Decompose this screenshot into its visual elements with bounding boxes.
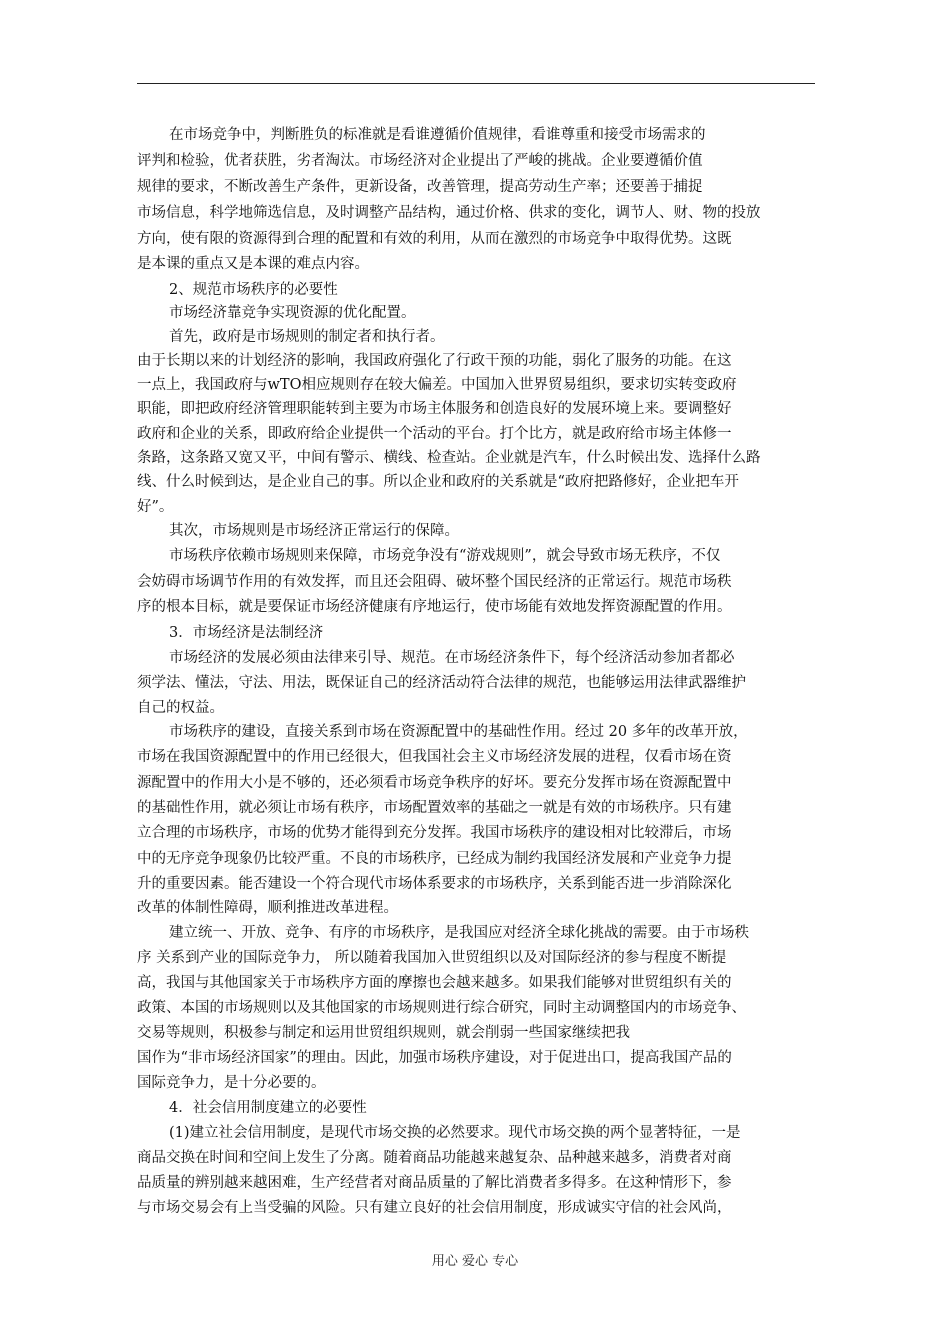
text-line: 与市场交易会有上当受骗的风险。只有建立良好的社会信用制度，形成诚实守信的社会风尚， — [137, 1200, 732, 1216]
text-line: 评判和检验，优者获胜，劣者淘汰。市场经济对企业提出了严峻的挑战。企业要遵循价值 — [137, 153, 703, 169]
text-line: 是本课的重点又是本课的难点内容。 — [137, 256, 369, 272]
text-line: 一点上，我国政府与wTO相应规则存在较大偏差。中国加入世界贸易组织，要求切实转变政府 — [137, 377, 737, 393]
text-line: 改革的体制性障碍，顺利推进改革进程。 — [137, 900, 398, 916]
text-line: 规律的要求，不断改善生产条件，更新设备，改善管理，提高劳动生产率；还要善于捕捉 — [137, 179, 703, 195]
text-line: 好”。 — [137, 499, 174, 515]
text-line: 序 关系到产业的国际竞争力， 所以随着我国加入世贸组织以及对国际经济的参与程度不断提 — [137, 950, 727, 966]
text-line: 国作为“非市场经济国家”的理由。因此，加强市场秩序建设，对于促进出口，提高我国产品的 — [137, 1050, 732, 1066]
text-line: 国际竞争力，是十分必要的。 — [137, 1075, 326, 1091]
text-line: 会妨碍市场调节作用的有效发挥，而且还会阻碍、破坏整个国民经济的正常运行。规范市场秩 — [137, 574, 732, 590]
text-line: 线、什么时候到达，是企业自己的事。所以企业和政府的关系就是“政府把路修好，企业把车开 — [137, 474, 739, 490]
text-line: 其次，市场规则是市场经济正常运行的保障。 — [169, 523, 459, 539]
section-heading: 4．社会信用制度建立的必要性 — [169, 1100, 367, 1116]
text-line: 市场经济的发展必须由法律来引导、规范。在市场经济条件下，每个经济活动参加者都必 — [169, 650, 735, 666]
section-heading: 2、规范市场秩序的必要性 — [169, 282, 338, 298]
text-line: 自己的权益。 — [137, 700, 224, 716]
text-line: 商品交换在时间和空间上发生了分离。随着商品功能越来越复杂、品种越来越多，消费者对商 — [137, 1150, 732, 1166]
text-line: 品质量的辨别越来越困难，生产经营者对商品质量的了解比消费者多得多。在这种情形下，参 — [137, 1175, 732, 1191]
text-line: 立合理的市场秩序，市场的优势才能得到充分发挥。我国市场秩序的建设相对比较滞后，市场 — [137, 825, 732, 841]
text-line: 首先，政府是市场规则的制定者和执行者。 — [169, 329, 445, 345]
text-line: 建立统一、开放、竞争、有序的市场秩序，是我国应对经济全球化挑战的需要。由于市场秩 — [169, 925, 749, 941]
text-line: 在市场竞争中，判断胜负的标准就是看谁遵循价值规律，看谁尊重和接受市场需求的 — [169, 127, 706, 143]
text-line: 高，我国与其他国家关于市场秩序方面的摩擦也会越来越多。如果我们能够对世贸组织有关的 — [137, 975, 732, 991]
page-footer: 用心 爱心 专心 — [431, 1254, 519, 1269]
text-line: 条路，这条路又宽又平，中间有警示、横线、检查站。企业就是汽车，什么时候出发、选择什么路 — [137, 450, 761, 466]
text-line: 政策、本国的市场规则以及其他国家的市场规则进行综合研究，同时主动调整国内的市场竞争、 — [137, 1000, 746, 1016]
text-line: 市场经济靠竞争实现资源的优化配置。 — [169, 305, 416, 321]
text-line: 方向，使有限的资源得到合理的配置和有效的利用，从而在激烈的市场竞争中取得优势。这既 — [137, 231, 732, 247]
text-line: 须学法、懂法，守法、用法，既保证自己的经济活动符合法律的规范，也能够运用法律武器维护 — [137, 675, 746, 691]
text-line: 市场秩序依赖市场规则来保障，市场竞争没有“游戏规则”，就会导致市场无秩序，不仅 — [169, 548, 721, 564]
text-line: 序的根本目标，就是要保证市场经济健康有序地运行，使市场能有效地发挥资源配置的作用。 — [137, 599, 732, 615]
text-line: 交易等规则，积极参与制定和运用世贸组织规则，就会削弱一些国家继续把我 — [137, 1025, 630, 1041]
text-line: 政府和企业的关系，即政府给企业提供一个活动的平台。打个比方，就是政府给市场主体修一 — [137, 426, 732, 442]
header-rule — [137, 83, 815, 84]
text-line: 源配置中的作用大小是不够的，还必须看市场竞争秩序的好坏。要充分发挥市场在资源配置中 — [137, 775, 732, 791]
section-heading: 3．市场经济是法制经济 — [169, 625, 324, 641]
text-line: 市场秩序的建设，直接关系到市场在资源配置中的基础性作用。经过 20 多年的改革开放， — [169, 724, 748, 740]
text-line: 的基础性作用，就必须让市场有秩序，市场配置效率的基础之一就是有效的市场秩序。只有建 — [137, 800, 732, 816]
text-line: 市场信息，科学地筛选信息，及时调整产品结构，通过价格、供求的变化，调节人、财、物的投放 — [137, 205, 761, 221]
text-line: (1)建立社会信用制度，是现代市场交换的必然要求。现代市场交换的两个显著特征，一是 — [169, 1125, 741, 1141]
text-line: 中的无序竞争现象仍比较严重。不良的市场秩序，已经成为制约我国经济发展和产业竞争力提 — [137, 851, 732, 867]
text-line: 升的重要因素。能否建设一个符合现代市场体系要求的市场秩序，关系到能否进一步消除深化 — [137, 876, 732, 892]
text-line: 由于长期以来的计划经济的影响，我国政府强化了行政干预的功能，弱化了服务的功能。在这 — [137, 353, 732, 369]
text-line: 职能，即把政府经济管理职能转到主要为市场主体服务和创造良好的发展环境上来。要调整好 — [137, 401, 732, 417]
text-line: 市场在我国资源配置中的作用已经很大，但我国社会主义市场经济发展的进程，仅看市场在资 — [137, 749, 732, 765]
